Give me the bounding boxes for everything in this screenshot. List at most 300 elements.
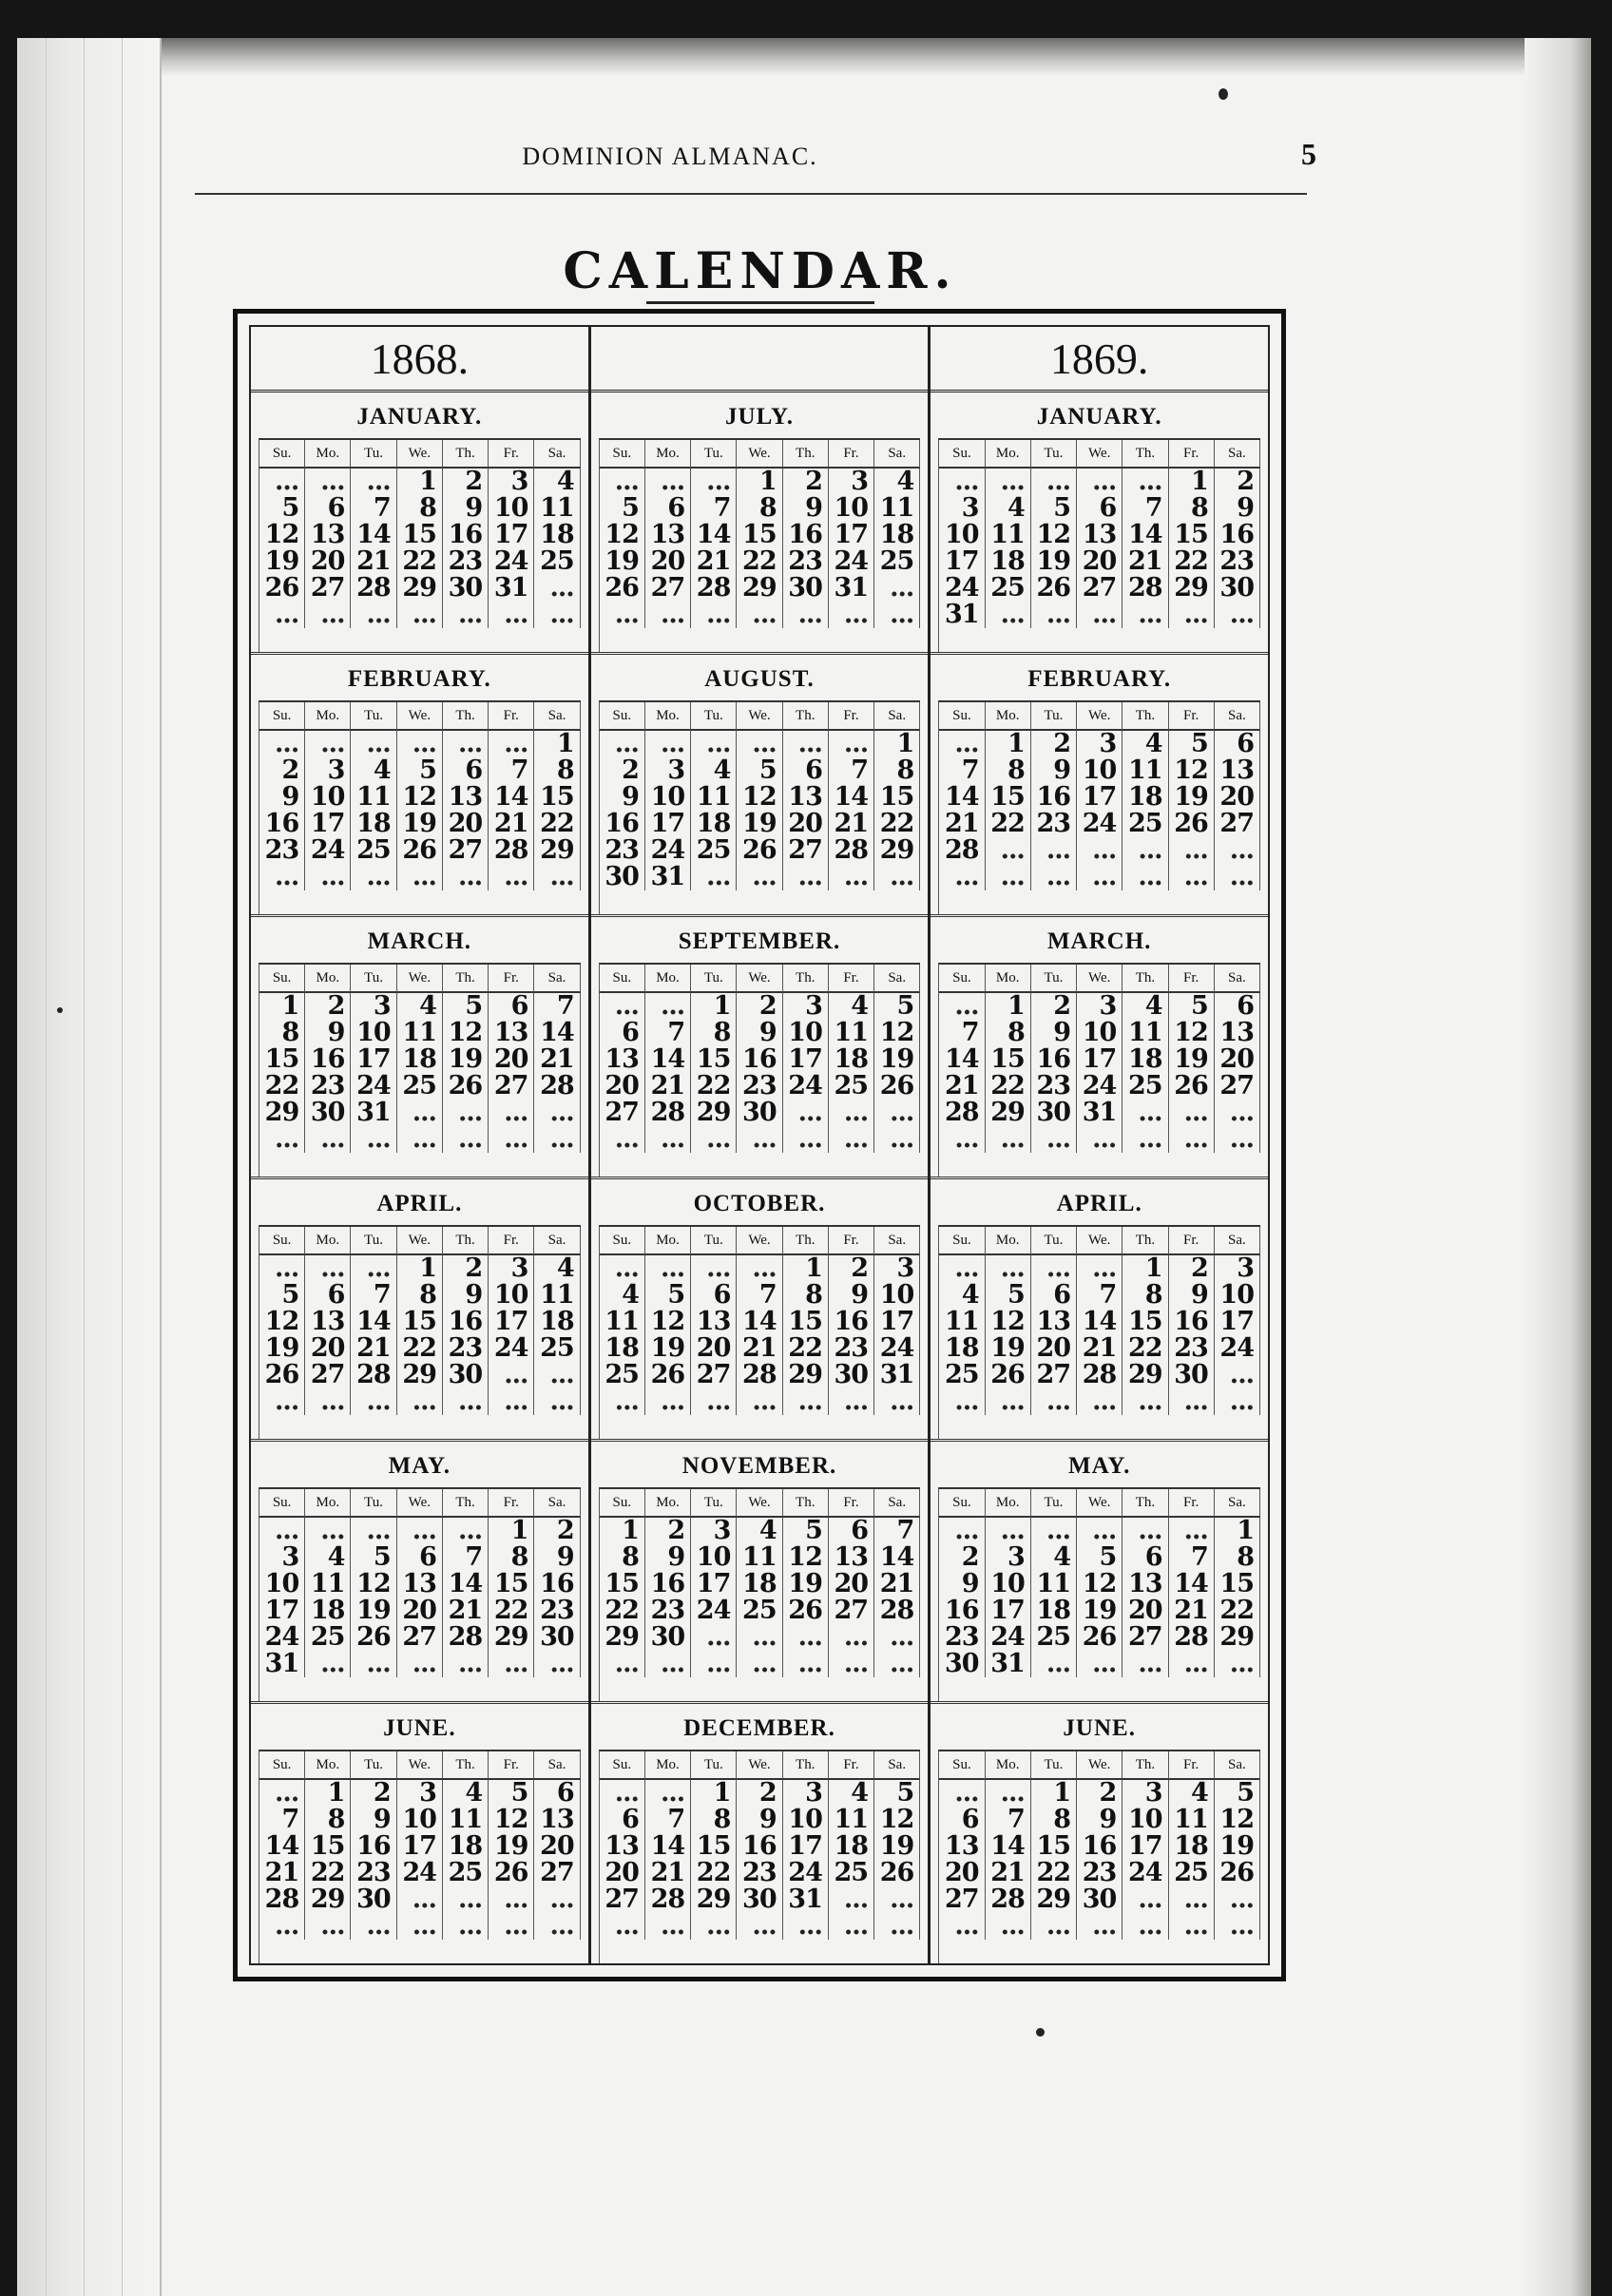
month-grid (259, 963, 581, 1177)
day-cell: 30 (600, 864, 645, 890)
year-column (251, 327, 591, 1963)
day-cell: 25 (1031, 1624, 1077, 1651)
weekday-header: We. (737, 440, 782, 469)
year-label: 1869. (931, 327, 1268, 392)
day-cell: 31 (1077, 1100, 1123, 1126)
empty-day-cell: ... (351, 1255, 396, 1282)
weekday-header: Su. (600, 1227, 645, 1255)
day-cell: 15 (1123, 1309, 1168, 1335)
day-cell: 4 (939, 1282, 985, 1309)
weekday-header: Tu. (691, 1751, 737, 1780)
empty-day-cell: ... (397, 864, 443, 890)
empty-day-cell: ... (1123, 837, 1168, 864)
day-cell: 13 (1077, 522, 1123, 548)
weekday-header: Fr. (489, 440, 534, 469)
day-cell: 11 (1031, 1571, 1077, 1598)
day-cell: 2 (1169, 1255, 1215, 1282)
day-cell: 3 (783, 993, 829, 1020)
day-cell: 15 (1031, 1833, 1077, 1860)
month-block (251, 1442, 588, 1704)
day-cell: 15 (986, 784, 1031, 811)
empty-day-cell: ... (600, 602, 645, 628)
day-cell: 25 (986, 575, 1031, 602)
empty-day-cell: ... (305, 469, 351, 495)
day-cell: 11 (939, 1309, 985, 1335)
day-cell: 4 (829, 993, 874, 1020)
day-cell: 29 (1031, 1886, 1077, 1913)
day-cell: 16 (443, 522, 489, 548)
day-cell: 31 (874, 1362, 920, 1388)
day-cell: 9 (259, 784, 305, 811)
day-cell: 24 (489, 548, 534, 575)
day-cell: 17 (829, 522, 874, 548)
day-cell: 28 (489, 837, 534, 864)
day-cell: 22 (986, 1073, 1031, 1100)
day-cell: 24 (1215, 1335, 1260, 1362)
day-cell: 21 (351, 1335, 396, 1362)
empty-day-cell: ... (645, 1780, 691, 1807)
day-cell: 1 (783, 1255, 829, 1282)
day-cell: 4 (397, 993, 443, 1020)
empty-day-cell: ... (259, 602, 305, 628)
page-top-shadow (17, 38, 1591, 76)
day-cell: 4 (874, 469, 920, 495)
day-cell: 23 (443, 1335, 489, 1362)
empty-day-cell: ... (691, 864, 737, 890)
day-cell: 19 (1169, 784, 1215, 811)
weekday-header: Th. (1123, 702, 1168, 731)
day-cell: 9 (305, 1020, 351, 1046)
day-cell: 10 (645, 784, 691, 811)
day-cell: 22 (1031, 1860, 1077, 1886)
empty-day-cell: ... (691, 1255, 737, 1282)
weekday-header: Fr. (489, 965, 534, 993)
day-cell: 16 (534, 1571, 580, 1598)
day-cell: 10 (1077, 1020, 1123, 1046)
empty-day-cell: ... (645, 1126, 691, 1153)
day-cell: 17 (939, 548, 985, 575)
weekday-header: Sa. (534, 965, 580, 993)
day-cell: 10 (259, 1571, 305, 1598)
empty-day-cell: ... (351, 731, 396, 757)
day-cell: 26 (1031, 575, 1077, 602)
day-cell: 5 (737, 757, 782, 784)
day-cell: 30 (939, 1651, 985, 1677)
day-cell: 24 (1077, 811, 1123, 837)
empty-day-cell: ... (737, 1388, 782, 1415)
empty-day-cell: ... (737, 1255, 782, 1282)
empty-day-cell: ... (1169, 1651, 1215, 1677)
month-grid (259, 700, 581, 914)
weekday-header: We. (397, 1751, 443, 1780)
weekday-header: Sa. (534, 1751, 580, 1780)
day-cell: 11 (534, 1282, 580, 1309)
weekday-header: Su. (600, 1489, 645, 1518)
day-cell: 8 (534, 757, 580, 784)
day-cell: 11 (397, 1020, 443, 1046)
day-cell: 21 (259, 1860, 305, 1886)
day-cell: 21 (874, 1571, 920, 1598)
weekday-header: Su. (939, 1227, 985, 1255)
day-cell: 28 (645, 1100, 691, 1126)
day-cell: 12 (1077, 1571, 1123, 1598)
weekday-header: Fr. (829, 965, 874, 993)
day-cell: 23 (737, 1860, 782, 1886)
empty-day-cell: ... (737, 1651, 782, 1677)
day-cell: 22 (691, 1073, 737, 1100)
day-cell: 20 (397, 1598, 443, 1624)
day-cell: 26 (351, 1624, 396, 1651)
weekday-header: Tu. (691, 440, 737, 469)
weekday-header: Th. (783, 965, 829, 993)
day-cell: 8 (691, 1807, 737, 1833)
day-cell: 19 (600, 548, 645, 575)
empty-day-cell: ... (259, 1913, 305, 1940)
day-cell: 5 (1215, 1780, 1260, 1807)
day-cell: 2 (1031, 993, 1077, 1020)
month-name: JULY. (725, 404, 794, 430)
empty-day-cell: ... (829, 1100, 874, 1126)
empty-day-cell: ... (443, 1100, 489, 1126)
day-cell: 3 (829, 469, 874, 495)
day-cell: 4 (443, 1780, 489, 1807)
day-cell: 3 (305, 757, 351, 784)
weekday-header: Mo. (986, 965, 1031, 993)
day-cell: 21 (534, 1046, 580, 1073)
day-cell: 18 (305, 1598, 351, 1624)
empty-day-cell: ... (874, 1100, 920, 1126)
weekday-header: Su. (600, 965, 645, 993)
weekday-header: Sa. (1215, 1227, 1260, 1255)
day-cell: 16 (737, 1833, 782, 1860)
weekday-header: Su. (939, 1489, 985, 1518)
weekday-header: Sa. (534, 1227, 580, 1255)
empty-day-cell: ... (691, 1651, 737, 1677)
day-cell: 12 (397, 784, 443, 811)
day-cell: 12 (600, 522, 645, 548)
weekday-header: Sa. (874, 1751, 920, 1780)
day-cell: 1 (1031, 1780, 1077, 1807)
day-cell: 30 (1169, 1362, 1215, 1388)
day-cell: 24 (1077, 1073, 1123, 1100)
day-cell: 5 (600, 495, 645, 522)
empty-day-cell: ... (351, 1126, 396, 1153)
day-cell: 24 (1123, 1860, 1168, 1886)
month-grid (599, 1225, 921, 1439)
weekday-header: Su. (259, 1751, 305, 1780)
day-cell: 16 (829, 1309, 874, 1335)
year-label: 1868. (251, 327, 588, 392)
empty-day-cell: ... (986, 469, 1031, 495)
calendar-frame (233, 309, 1286, 1981)
day-cell: 28 (645, 1886, 691, 1913)
weekday-header: Tu. (1031, 702, 1077, 731)
day-cell: 23 (737, 1073, 782, 1100)
empty-day-cell: ... (534, 1100, 580, 1126)
day-cell: 18 (874, 522, 920, 548)
day-cell: 6 (397, 1544, 443, 1571)
month-name: JUNE. (383, 1715, 456, 1741)
day-cell: 22 (259, 1073, 305, 1100)
empty-day-cell: ... (874, 1388, 920, 1415)
day-cell: 9 (443, 495, 489, 522)
empty-day-cell: ... (534, 864, 580, 890)
day-cell: 3 (783, 1780, 829, 1807)
empty-day-cell: ... (305, 602, 351, 628)
day-cell: 11 (1123, 1020, 1168, 1046)
month-grid (259, 438, 581, 652)
empty-day-cell: ... (1215, 837, 1260, 864)
day-cell: 3 (939, 495, 985, 522)
day-cell: 12 (874, 1807, 920, 1833)
day-cell: 7 (829, 757, 874, 784)
month-name: NOVEMBER. (681, 1453, 837, 1479)
weekday-header: Sa. (874, 965, 920, 993)
day-cell: 20 (600, 1073, 645, 1100)
day-cell: 22 (397, 1335, 443, 1362)
day-cell: 9 (534, 1544, 580, 1571)
day-cell: 4 (305, 1544, 351, 1571)
day-cell: 14 (351, 1309, 396, 1335)
day-cell: 13 (443, 784, 489, 811)
empty-day-cell: ... (600, 731, 645, 757)
month-block (251, 917, 588, 1179)
empty-day-cell: ... (986, 864, 1031, 890)
day-cell: 27 (1077, 575, 1123, 602)
weekday-header: Mo. (986, 1751, 1031, 1780)
day-cell: 14 (939, 1046, 985, 1073)
day-cell: 6 (939, 1807, 985, 1833)
day-cell: 31 (259, 1651, 305, 1677)
empty-day-cell: ... (645, 469, 691, 495)
day-cell: 23 (351, 1860, 396, 1886)
day-cell: 27 (534, 1860, 580, 1886)
day-cell: 18 (1169, 1833, 1215, 1860)
day-cell: 15 (986, 1046, 1031, 1073)
day-cell: 5 (1077, 1544, 1123, 1571)
day-cell: 22 (986, 811, 1031, 837)
empty-day-cell: ... (874, 864, 920, 890)
day-cell: 28 (1169, 1624, 1215, 1651)
day-cell: 5 (874, 993, 920, 1020)
day-cell: 26 (1169, 1073, 1215, 1100)
day-cell: 4 (1123, 731, 1168, 757)
day-cell: 30 (443, 1362, 489, 1388)
weekday-header: Tu. (691, 1227, 737, 1255)
weekday-header: Sa. (534, 702, 580, 731)
empty-day-cell: ... (489, 1886, 534, 1913)
day-cell: 7 (645, 1020, 691, 1046)
day-cell: 21 (737, 1335, 782, 1362)
day-cell: 20 (829, 1571, 874, 1598)
empty-day-cell: ... (1031, 1255, 1077, 1282)
empty-day-cell: ... (874, 575, 920, 602)
day-cell: 27 (1031, 1362, 1077, 1388)
day-cell: 15 (1215, 1571, 1260, 1598)
weekday-header: Th. (1123, 1489, 1168, 1518)
day-cell: 22 (691, 1860, 737, 1886)
day-cell: 19 (351, 1598, 396, 1624)
day-cell: 2 (1077, 1780, 1123, 1807)
day-cell: 26 (737, 837, 782, 864)
day-cell: 22 (783, 1335, 829, 1362)
empty-day-cell: ... (1215, 1388, 1260, 1415)
day-cell: 3 (489, 469, 534, 495)
weekday-header: Mo. (645, 1227, 691, 1255)
day-cell: 30 (737, 1100, 782, 1126)
weekday-header: Fr. (1169, 440, 1215, 469)
day-cell: 24 (829, 548, 874, 575)
day-cell: 3 (351, 993, 396, 1020)
empty-day-cell: ... (1031, 469, 1077, 495)
day-cell: 7 (443, 1544, 489, 1571)
empty-day-cell: ... (489, 1388, 534, 1415)
month-grid (938, 1487, 1260, 1701)
empty-day-cell: ... (351, 1913, 396, 1940)
weekday-header: Su. (600, 702, 645, 731)
day-cell: 19 (645, 1335, 691, 1362)
weekday-header: Fr. (489, 1489, 534, 1518)
month-block (931, 917, 1268, 1179)
day-cell: 2 (351, 1780, 396, 1807)
empty-day-cell: ... (691, 1388, 737, 1415)
day-cell: 10 (874, 1282, 920, 1309)
day-cell: 4 (534, 1255, 580, 1282)
empty-day-cell: ... (1123, 864, 1168, 890)
weekday-header: Mo. (305, 1751, 351, 1780)
empty-day-cell: ... (1077, 1913, 1123, 1940)
month-name: DECEMBER. (683, 1715, 835, 1741)
day-cell: 14 (534, 1020, 580, 1046)
day-cell: 26 (443, 1073, 489, 1100)
day-cell: 7 (986, 1807, 1031, 1833)
day-cell: 16 (645, 1571, 691, 1598)
day-cell: 24 (783, 1073, 829, 1100)
day-cell: 25 (1123, 811, 1168, 837)
day-cell: 1 (691, 993, 737, 1020)
weekday-header: Sa. (534, 1489, 580, 1518)
weekday-header: Th. (443, 440, 489, 469)
day-cell: 2 (305, 993, 351, 1020)
weekday-header: Fr. (829, 702, 874, 731)
weekday-header: Th. (443, 1751, 489, 1780)
day-cell: 23 (1215, 548, 1260, 575)
day-cell: 24 (986, 1624, 1031, 1651)
day-cell: 28 (874, 1598, 920, 1624)
day-cell: 8 (600, 1544, 645, 1571)
day-cell: 12 (1215, 1807, 1260, 1833)
day-cell: 29 (874, 837, 920, 864)
day-cell: 23 (939, 1624, 985, 1651)
day-cell: 11 (986, 522, 1031, 548)
day-cell: 15 (259, 1046, 305, 1073)
day-cell: 19 (874, 1833, 920, 1860)
empty-day-cell: ... (737, 1126, 782, 1153)
day-cell: 17 (645, 811, 691, 837)
empty-day-cell: ... (645, 731, 691, 757)
day-cell: 20 (600, 1860, 645, 1886)
empty-day-cell: ... (783, 1913, 829, 1940)
calendar-table (249, 325, 1270, 1965)
day-cell: 7 (351, 495, 396, 522)
day-cell: 28 (1123, 575, 1168, 602)
day-cell: 9 (737, 1020, 782, 1046)
weekday-header: Th. (783, 1489, 829, 1518)
day-cell: 26 (1077, 1624, 1123, 1651)
weekday-header: Tu. (691, 702, 737, 731)
empty-day-cell: ... (939, 1518, 985, 1544)
day-cell: 4 (351, 757, 396, 784)
weekday-header: Fr. (489, 1227, 534, 1255)
weekday-header: We. (737, 702, 782, 731)
day-cell: 21 (645, 1860, 691, 1886)
weekday-header: Sa. (534, 440, 580, 469)
empty-day-cell: ... (489, 1126, 534, 1153)
day-cell: 12 (986, 1309, 1031, 1335)
weekday-header: We. (397, 965, 443, 993)
day-cell: 16 (783, 522, 829, 548)
day-cell: 26 (259, 1362, 305, 1388)
day-cell: 26 (783, 1598, 829, 1624)
day-cell: 17 (783, 1046, 829, 1073)
empty-day-cell: ... (829, 1624, 874, 1651)
day-cell: 21 (1169, 1598, 1215, 1624)
day-cell: 2 (829, 1255, 874, 1282)
empty-day-cell: ... (691, 1913, 737, 1940)
day-cell: 20 (1215, 784, 1260, 811)
weekday-header: Tu. (351, 702, 396, 731)
day-cell: 30 (1077, 1886, 1123, 1913)
running-title: DOMINION ALMANAC. (522, 143, 818, 170)
day-cell: 31 (489, 575, 534, 602)
day-cell: 12 (259, 1309, 305, 1335)
day-cell: 13 (645, 522, 691, 548)
empty-day-cell: ... (489, 1100, 534, 1126)
empty-day-cell: ... (1169, 1126, 1215, 1153)
weekday-header: Su. (600, 1751, 645, 1780)
day-cell: 3 (986, 1544, 1031, 1571)
day-cell: 2 (259, 757, 305, 784)
day-cell: 18 (986, 548, 1031, 575)
empty-day-cell: ... (351, 469, 396, 495)
day-cell: 29 (986, 1100, 1031, 1126)
day-cell: 29 (397, 575, 443, 602)
day-cell: 26 (397, 837, 443, 864)
day-cell: 12 (489, 1807, 534, 1833)
day-cell: 3 (259, 1544, 305, 1571)
day-cell: 13 (600, 1046, 645, 1073)
day-cell: 10 (1077, 757, 1123, 784)
day-cell: 3 (397, 1780, 443, 1807)
empty-day-cell: ... (259, 864, 305, 890)
day-cell: 23 (305, 1073, 351, 1100)
weekday-header: We. (397, 1489, 443, 1518)
weekday-header: Su. (939, 702, 985, 731)
empty-day-cell: ... (645, 602, 691, 628)
day-cell: 26 (645, 1362, 691, 1388)
day-cell: 10 (939, 522, 985, 548)
day-cell: 1 (305, 1780, 351, 1807)
day-cell: 1 (1123, 1255, 1168, 1282)
day-cell: 18 (939, 1335, 985, 1362)
day-cell: 9 (783, 495, 829, 522)
weekday-header: Th. (1123, 1227, 1168, 1255)
day-cell: 1 (397, 469, 443, 495)
month-grid (599, 438, 921, 652)
day-cell: 14 (443, 1571, 489, 1598)
weekday-header: Sa. (874, 1227, 920, 1255)
empty-day-cell: ... (986, 602, 1031, 628)
